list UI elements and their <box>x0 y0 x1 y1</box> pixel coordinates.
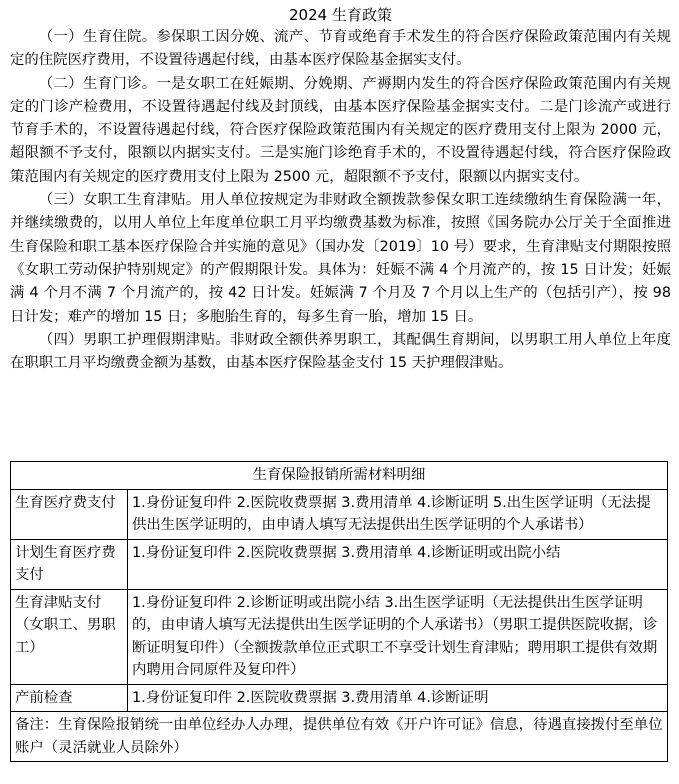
table-row <box>11 684 668 712</box>
table-note-row <box>11 712 668 762</box>
row-materials: 1.身份证复印件 2.医院收费票据 3.费用清单 4.诊断证明 <box>128 684 668 712</box>
row-materials: 1.身份证复印件 2.医院收费票据 3.费用清单 4.诊断证明 5.出生医学证明（无法提供出生医学证明的，由申请人填写无法提供出生医学证明的个人承诺书） <box>128 489 668 539</box>
row-category: 产前检查 <box>11 684 128 712</box>
paragraph-outpatient: （二）生育门诊。一是女职工在妊娠期、分娩期、产褥期内发生的符合医疗保险政策范围内有关规定的门诊产检费用，不设置待遇起付线及封顶线，由基本医疗保险基金据实支付。二是门诊流产或进行节育手术的，不设置待遇起付线，符合医疗保险政策范围内有关规定的医疗费用支付上限为 2000 元，超限额不予支付，限额以内据实支付。三是实施门诊绝育手术的，不设置待遇起付线，符合医疗保险政策范围内有关规定的医疗费用支付上限为 2500 元，超限额不予支付，限额以内据实支付。 <box>10 75 671 185</box>
row-category: 生育津贴支付（女职工、男职工） <box>11 589 128 684</box>
row-category: 计划生育医疗费支付 <box>11 539 128 589</box>
table-row <box>11 489 668 539</box>
row-materials: 1.身份证复印件 2.诊断证明或出院小结 3.出生医学证明（无法提供出生医学证明的，由申请人填写无法提供出生医学证明的个人承诺书）（男职工提供医院收据，诊断证明复印件）（全额拨款单位正式职工不享受计划生育津贴；聘用职工提供有效期内聘用合同原件及复印件） <box>128 589 668 684</box>
row-category: 生育医疗费支付 <box>11 489 128 539</box>
table-row <box>11 539 668 589</box>
paragraph-paternity-allowance: （四）男职工护理假期津贴。非财政全额供养男职工，其配偶生育期间，以男职工用人单位上年度在职职工月平均缴费金额为基数，由基本医疗保险基金支付 15 天护理假津贴。 <box>10 331 671 372</box>
table-note: 备注：生育保险报销统一由单位经办人办理，提供单位有效《开户许可证》信息，待遇直接拨付至单位账户（灵活就业人员除外） <box>11 712 668 762</box>
table-row <box>11 589 668 684</box>
document-title: 2024 生育政策 <box>289 6 392 24</box>
paragraph-inpatient: （一）生育住院。参保职工因分娩、流产、节育或绝育手术发生的符合医疗保险政策范围内有关规定的住院医疗费用，不设置待遇起付线，由基本医疗保险基金据实支付。 <box>10 29 671 69</box>
paragraph-maternity-allowance: （三）女职工生育津贴。用人单位按规定为非财政全额拨款参保女职工连续缴纳生育保险满一年，并继续缴费的，以用人单位上年度单位职工月平均缴费基数为标准，按照《国务院办公厅关于全面推进生育保险和职工基本医疗保险合并实施的意见》（国办发〔2019〕10 号）要求，生育津贴支付期限按照《女职工劳动保护特别规定》的产假期限计发。具体为：妊娠不满 4 个月流产的，按 15 日计发；妊娠满 4 个月不满 7 个月流产的，按 42 日计发。妊娠满 7 个月及 7 个月以上生产的（包括引产），按 98 日计发；难产的增加 15 日；多胞胎生育的，每多生育一胎，增加 15 日。 <box>10 192 671 325</box>
table-caption: 生育保险报销所需材料明细 <box>11 462 668 490</box>
row-materials: 1.身份证复印件 2.医院收费票据 3.费用清单 4.诊断证明或出院小结 <box>128 539 668 589</box>
materials-table <box>10 461 668 762</box>
table-caption-row <box>11 462 668 490</box>
